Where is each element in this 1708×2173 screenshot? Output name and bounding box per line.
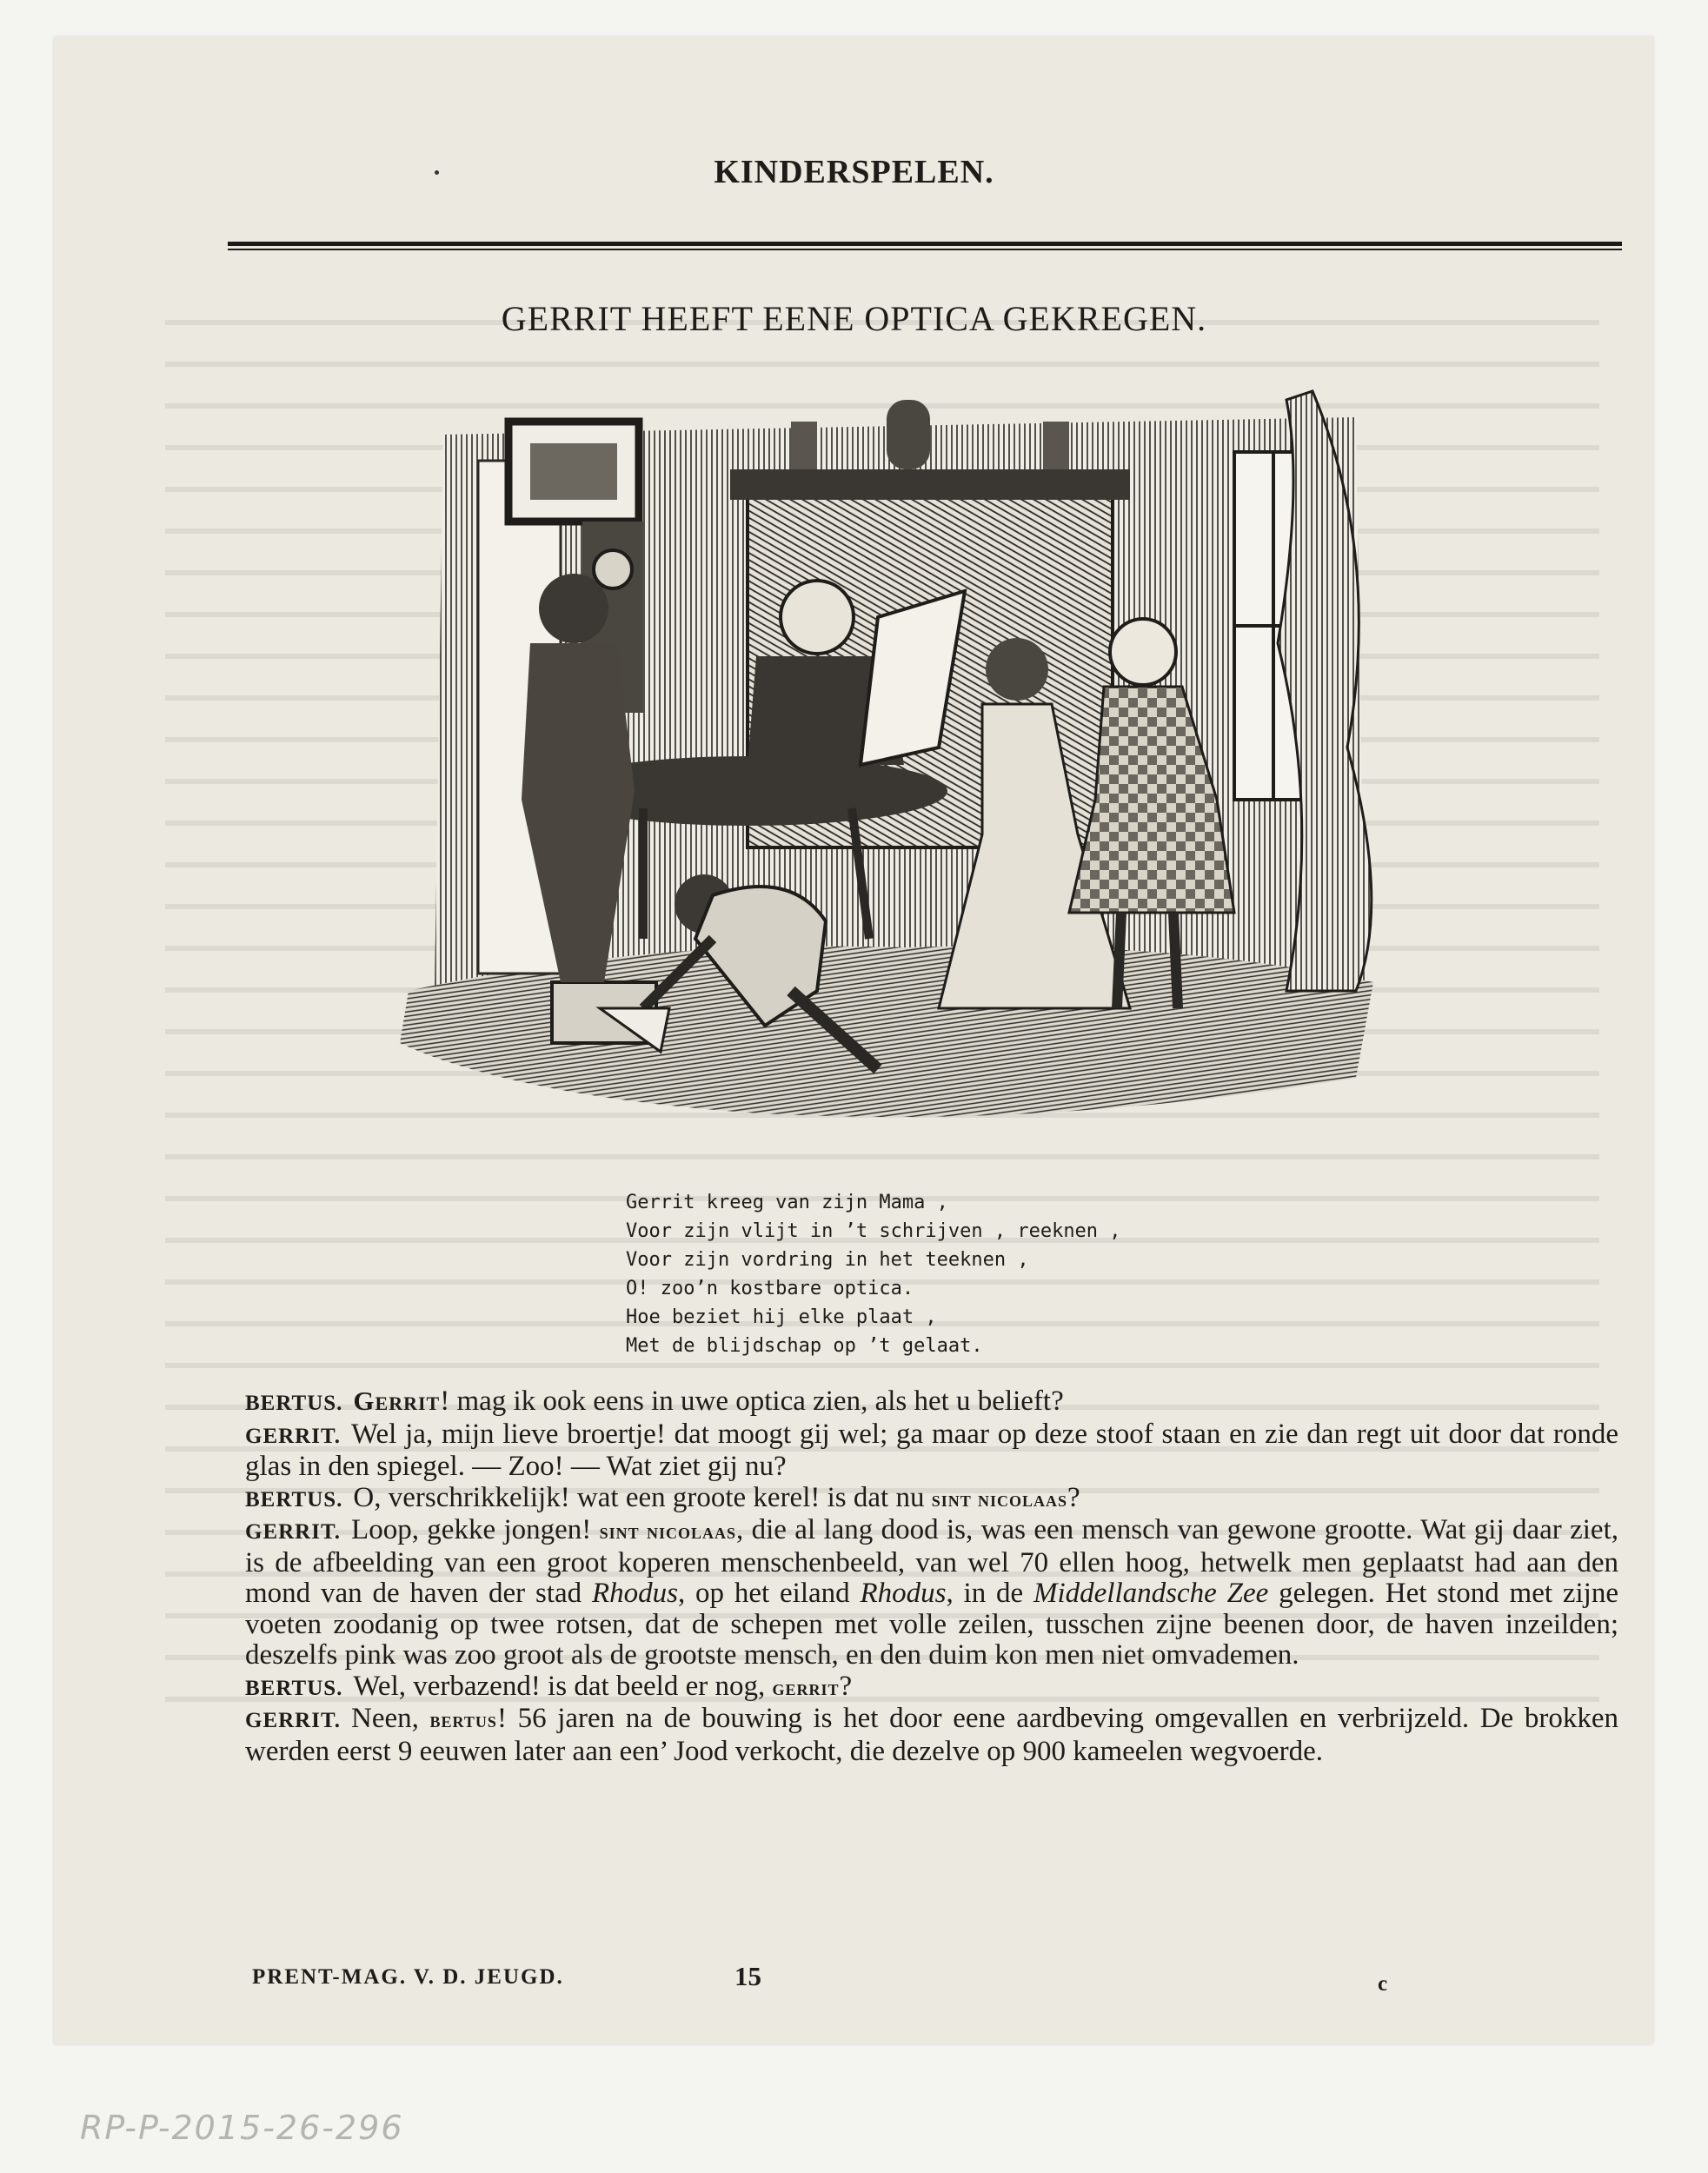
dialogue-text: Loop, gekke jongen! (351, 1514, 600, 1545)
name-smallcaps: Gerrit (353, 1386, 441, 1416)
place-name: Middellandsche Zee (1033, 1578, 1269, 1609)
dialogue-entry (245, 1515, 1618, 1671)
dialogue-text: ! mag ik ook eens in uwe optica zien, als het u belieft? (440, 1386, 1064, 1417)
speaker-label: GERRIT. (245, 1520, 342, 1544)
speaker-label: GERRIT. (245, 1709, 342, 1732)
dialogue-entry (245, 1483, 1618, 1516)
name-smallcaps: bertus (429, 1709, 497, 1732)
dialogue-text: ? (839, 1670, 853, 1702)
dialogue-text: , op het eiland (677, 1578, 861, 1609)
dialogue-entry (245, 1419, 1618, 1483)
place-name: Rhodus (860, 1578, 947, 1609)
dialogue-text: Wel ja, mijn lieve broertje! dat moogt gij wel; ga maar op deze stoof staan en zie dan regt uit door dat ronde glas in den spiegel. — Zoo! — Wat ziet gij nu? (245, 1418, 1618, 1482)
speaker-label: BERTUS. (245, 1676, 343, 1700)
verse-line: Hoe beziet hij elke plaat , (626, 1306, 937, 1328)
dialogue (245, 1386, 1618, 1767)
speaker-label: BERTUS. (245, 1392, 343, 1415)
dialogue-entry (245, 1704, 1618, 1767)
running-title: KINDERSPELEN. (714, 154, 994, 190)
dialogue-entry (245, 1671, 1618, 1705)
header-rule-thick (228, 242, 1622, 246)
dialogue-text: , in de (946, 1578, 1033, 1609)
dialogue-text: ? (1067, 1481, 1080, 1513)
page-number: 15 (734, 1961, 761, 1991)
page-title: GERRIT HEEFT EENE OPTICA GEKREGEN. (501, 299, 1207, 338)
dialogue-text: O, verschrikkelijk! wat een groote kerel! is dat nu (353, 1481, 932, 1513)
header-rule-thin (228, 249, 1622, 250)
dialogue-text: Wel, verbazend! is dat beeld er nog, (353, 1670, 773, 1702)
name-smallcaps: gerrit (772, 1676, 840, 1700)
verse-line: Met de blijdschap op ’t gelaat. (626, 1335, 983, 1357)
place-name: Rhodus (591, 1578, 678, 1609)
dialogue-text: Neen, (351, 1703, 430, 1734)
dialogue-text: gelegen. Het stond met zijne voeten zoodanig op twee rotsen, dat de schepen met volle zeilen, tusschen zijne beenen door, de haven inzeilden; deszelfs pink was zoo groot als de grootste mensch, en den duim kon men niet omvademen. (245, 1578, 1618, 1671)
name-smallcaps: sint nicolaas (931, 1487, 1067, 1512)
accession-number: RP-P-2015-26-296 (80, 2109, 404, 2147)
verse-line: Gerrit kreeg van zijn Mama , (626, 1192, 948, 1213)
name-smallcaps: sint nicolaas (599, 1520, 737, 1544)
speaker-label: GERRIT. (245, 1424, 342, 1448)
dialogue-text: , die al lang dood is, was een mensch van gewone grootte. Wat gij daar ziet, is de afbeelding van een groot koperen menschenbeeld, van wel 70 ellen hoog, hetwelk men geplaatst had aan den mond van de haven der stad (245, 1514, 1618, 1609)
verse-line: O! zoo’n kostbare optica. (626, 1278, 914, 1299)
speaker-label: BERTUS. (245, 1487, 343, 1512)
signature-mark: c (1378, 1972, 1388, 1996)
verse-line: Voor zijn vlijt in ’t schrijven , reeknen , (626, 1220, 1121, 1242)
woodcut-illustration (382, 382, 1391, 1130)
verse-line: Voor zijn vordring in het teeknen , (626, 1249, 1029, 1271)
dialogue-text: ! 56 jaren na de bouwing is het door eene aardbeving omgevallen en verbrijzeld. De brokken werden eerst 9 eeuwen later aan een’ Jood verkocht, die dezelve op 900 kameelen wegvoerde. (245, 1703, 1618, 1767)
magazine-name: PRENT-MAG. V. D. JEUGD. (252, 1965, 564, 1989)
verse (626, 1188, 1234, 1360)
dialogue-entry (245, 1386, 1618, 1419)
